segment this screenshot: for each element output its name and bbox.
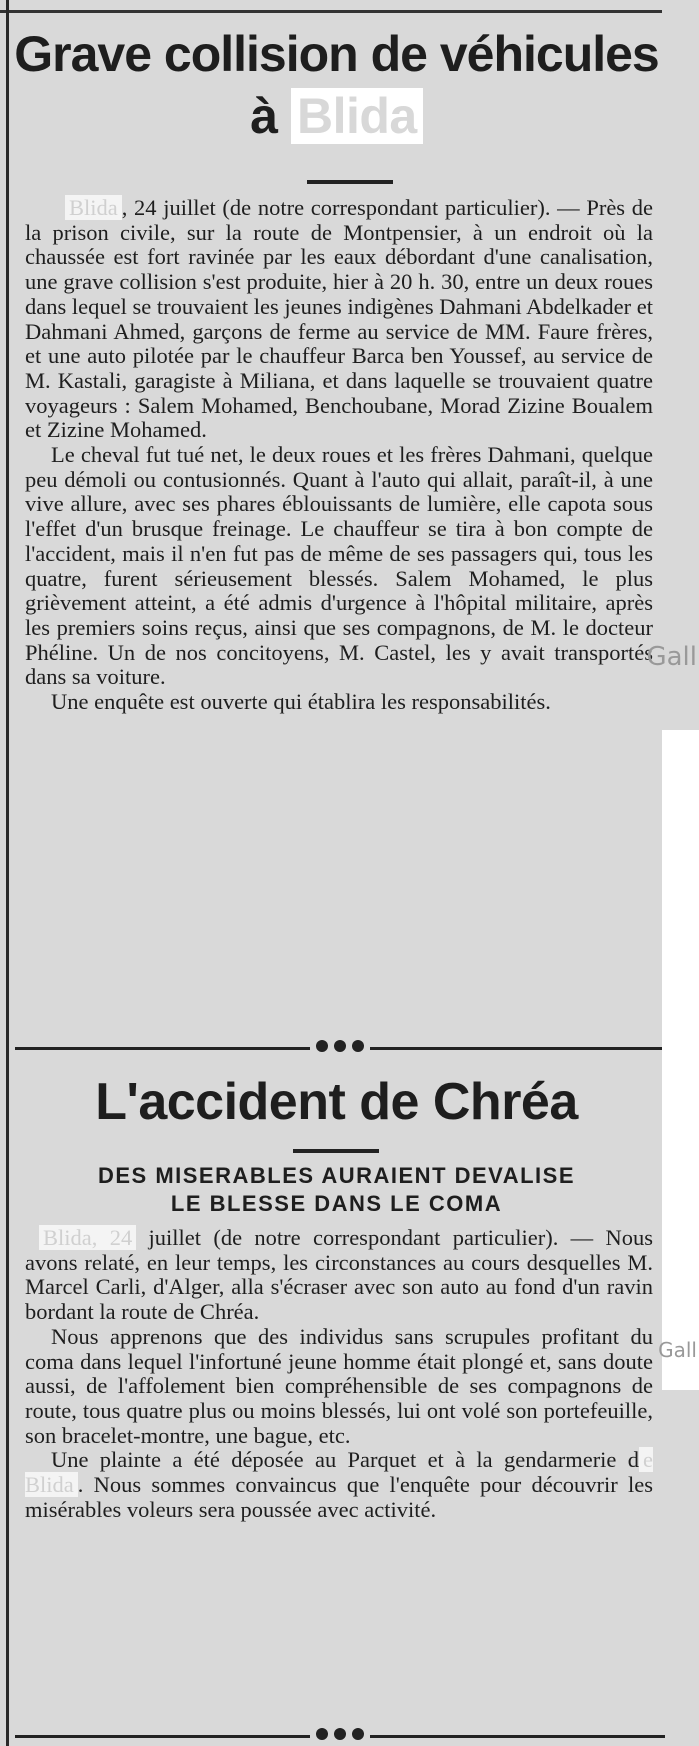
article1-body bbox=[25, 196, 653, 715]
article2-subtitle-line1: DES MISERABLES AURAIENT DEVALISE bbox=[97, 1163, 576, 1188]
article2-title: L'accident de Chréa bbox=[95, 1073, 578, 1131]
article1-dateline: Blida bbox=[65, 195, 122, 220]
right-margin-top bbox=[662, 0, 699, 640]
article2-para-3: Une plainte a été déposée au Parquet et à la gendarmerie d e Blida . Nous sommes convaincus que l'enquête pour découvrir les misérables voleurs sera poussée avec activité. bbox=[25, 1447, 653, 1522]
title-prefix: à bbox=[250, 88, 278, 144]
article1-para-3: Une enquête est ouverte qui établira les responsabilités. bbox=[51, 689, 551, 715]
article2-place: e Blida bbox=[25, 1447, 653, 1498]
article2-title-underline bbox=[293, 1149, 379, 1153]
gallica-watermark-2: Gall bbox=[658, 1338, 697, 1362]
article2-body bbox=[25, 1226, 653, 1522]
article1-para-2: Le cheval fut tué net, le deux roues et les frères Dahmani, quelque peu démoli ou contusionnés. Quant à l'auto qui allait, paraît-il, à une vive allure, avec ses phares éblouissants de lumière, elle capota sous l'effet d'un brusque freinage. Le chauffeur se tira à bon compte de l'accident, mais il n'en fut pas de même de ses passagers qui, tous les quatre, furent sérieusement blessés. Salem Mohamed, le plus grièvement atteint, a été admis d'urgence à l'hôpital militaire, après les premiers soins reçus, ainsi que ses compagnons, de M. le docteur Phéline. Un de nos concitoyens, M. Castel, les y avait transportés dans sa voiture. bbox=[25, 442, 653, 690]
bottom-divider bbox=[15, 1728, 665, 1744]
article1-title-line2 bbox=[9, 90, 664, 143]
article2-dateline: Blida, 24 bbox=[39, 1225, 136, 1250]
gallica-watermark-1: Gall bbox=[646, 642, 697, 672]
title-underline bbox=[307, 180, 393, 184]
right-margin-white bbox=[662, 730, 699, 1390]
article-column bbox=[6, 0, 661, 1746]
article2-subtitle-line2: LE BLESSE DANS LE COMA bbox=[170, 1191, 503, 1216]
title-place: Blida bbox=[291, 88, 423, 144]
article2-para-1: Blida, 24 juillet (de notre correspondant particulier). — Nous avons relaté, en leur temps, les circonstances au cours desquelles M. Marcel Carli, d'Alger, alla s'écraser avec son auto au fond d'un ravin bordant la route de Chréa. bbox=[25, 1225, 653, 1325]
article2-para-2: Nous apprenons que des individus sans scrupules profitant du coma dans lequel l'infortuné jeune homme était plongé et, sans doute aussi, de l'affolement bien compréhensible de ses compagnons de route, tous quatre plus ou moins blessés, lui ont volé son portefeuille, son bracelet-montre, une bague, etc. bbox=[25, 1323, 653, 1448]
section-divider bbox=[15, 1040, 665, 1056]
article1-para-1: Blida , 24 juillet (de notre correspondant particulier). — Près de la prison civile, sur la route de Montpensier, à un endroit où la chaussée est fort ravinée par les eaux débordant d'une canalisation, une grave collision s'est produite, hier à 20 h. 30, entre un deux roues dans lequel se trouvaient les jeunes indigènes Dahmani Abdelkader et Dahmani Ahmed, garçons de ferme au service de MM. Faure frères, et une auto pilotée par le chauffeur Barca ben Youssef, au service de M. Kastali, garagiste à Miliana, et dans laquelle se trouvaient quatre voyageurs : Salem Mohamed, Benchoubane, Morad Zizine Boualem et Zizine Mohamed. bbox=[25, 195, 653, 443]
article1-title-line1: Grave collision de véhicules bbox=[14, 26, 659, 82]
